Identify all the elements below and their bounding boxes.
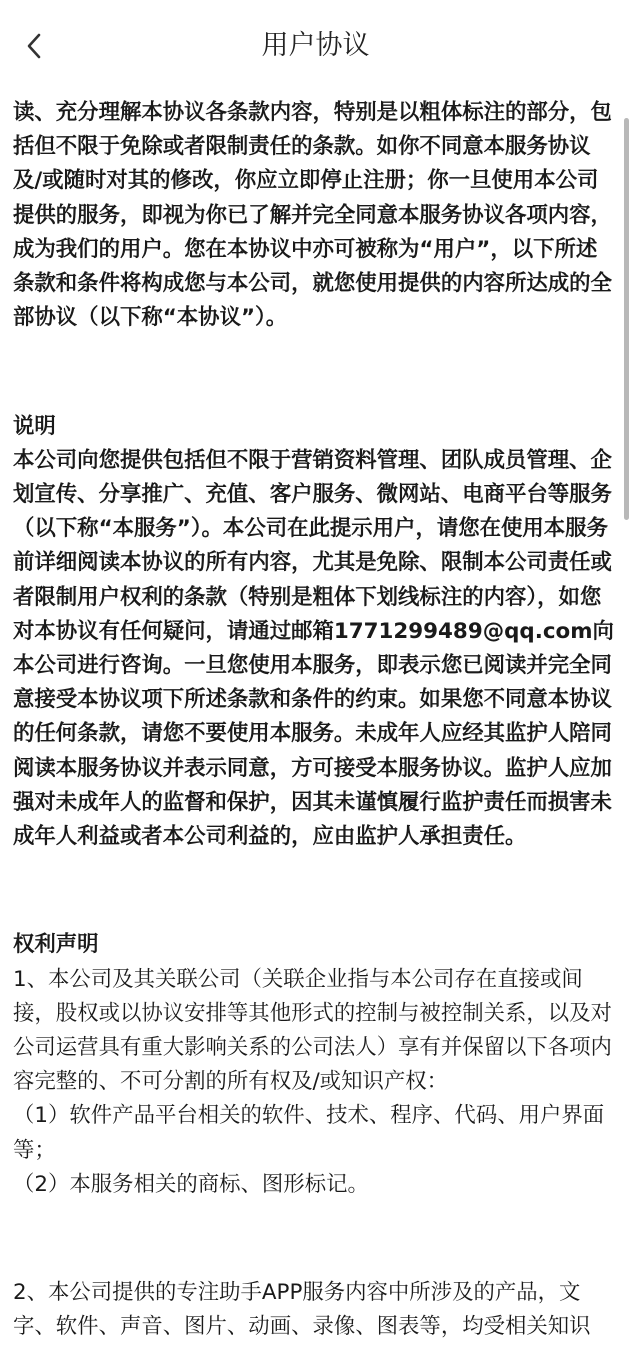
spacer [13, 854, 618, 888]
spacer [13, 370, 618, 410]
page-title: 用户协议 [261, 30, 370, 61]
section-title-rights: 权利声明 [13, 932, 99, 958]
rights-item-1: 1、本公司及其关联公司（关联企业指与本公司存在直接或间接，股权或以协议安排等其他形式的控制与被控制关系，以及对公司运营具有重大影响关系的公司法人）享有并保留以下各项内容完整的、不可分割的所有权及/或知识产权： [13, 966, 612, 1095]
section-body-explanation: 本公司向您提供包括但不限于营销资料管理、团队成员管理、企划宣传、分享推广、充值、客户服务、微网站、电商平台等服务（以下称“本服务”）。本公司在此提示用户，请您在使用本服务前详细阅读本协议的所有内容，尤其是免除、限制本公司责任或者限制用户权利的条款（特别是粗体下划线标注的内容），如您对本协议有任何疑问，请通过邮箱1771299489@qq.com向本公司进行咨询。一旦您使用本服务，即表示您已阅读并完全同意接受本协议项下所述条款和条件的约束。如果您不同意本协议的任何条款，请您不要使用本服务。未成年人应经其监护人陪同阅读本服务协议并表示同意，方可接受本服务协议。监护人应加强对未成年人的监督和保护，因其未谨慎履行监护责任而损害未成年人利益或者本公司利益的，应由监护人承担责任。 [13, 447, 614, 850]
rights-sub-item-2: （2）本服务相关的商标、图形标记。 [13, 1171, 369, 1197]
app-header [0, 0, 631, 96]
scrollbar-thumb[interactable] [624, 118, 629, 520]
rights-item-2: 2、本公司提供的专注助手APP服务内容中所涉及的产品，文字、软件、声音、图片、动画、录像、图表等，均受相关知识 [13, 1280, 591, 1340]
agreement-content [13, 96, 618, 1345]
spacer [13, 888, 618, 928]
spacer [13, 1236, 618, 1276]
rights-sub-item-1: （1）软件产品平台相关的软件、技术、程序、代码、用户界面等； [13, 1103, 605, 1163]
section-title-explanation: 说明 [13, 413, 56, 439]
intro-paragraph: 读、充分理解本协议各条款内容，特别是以粗体标注的部分，包括但不限于免除或者限制责任的条款。如你不同意本服务协议及/或随时对其的修改，你应立即停止注册；你一旦使用本公司提供的服务，即视为你已了解并完全同意本服务协议各项内容，成为我们的用户。您在本协议中亦可被称为“用户”，以下所述条款和条件将构成您与本公司，就您使用提供的内容所达成的全部协议（以下称“本协议”）。 [13, 100, 612, 331]
spacer [13, 335, 618, 369]
spacer [13, 1202, 618, 1236]
